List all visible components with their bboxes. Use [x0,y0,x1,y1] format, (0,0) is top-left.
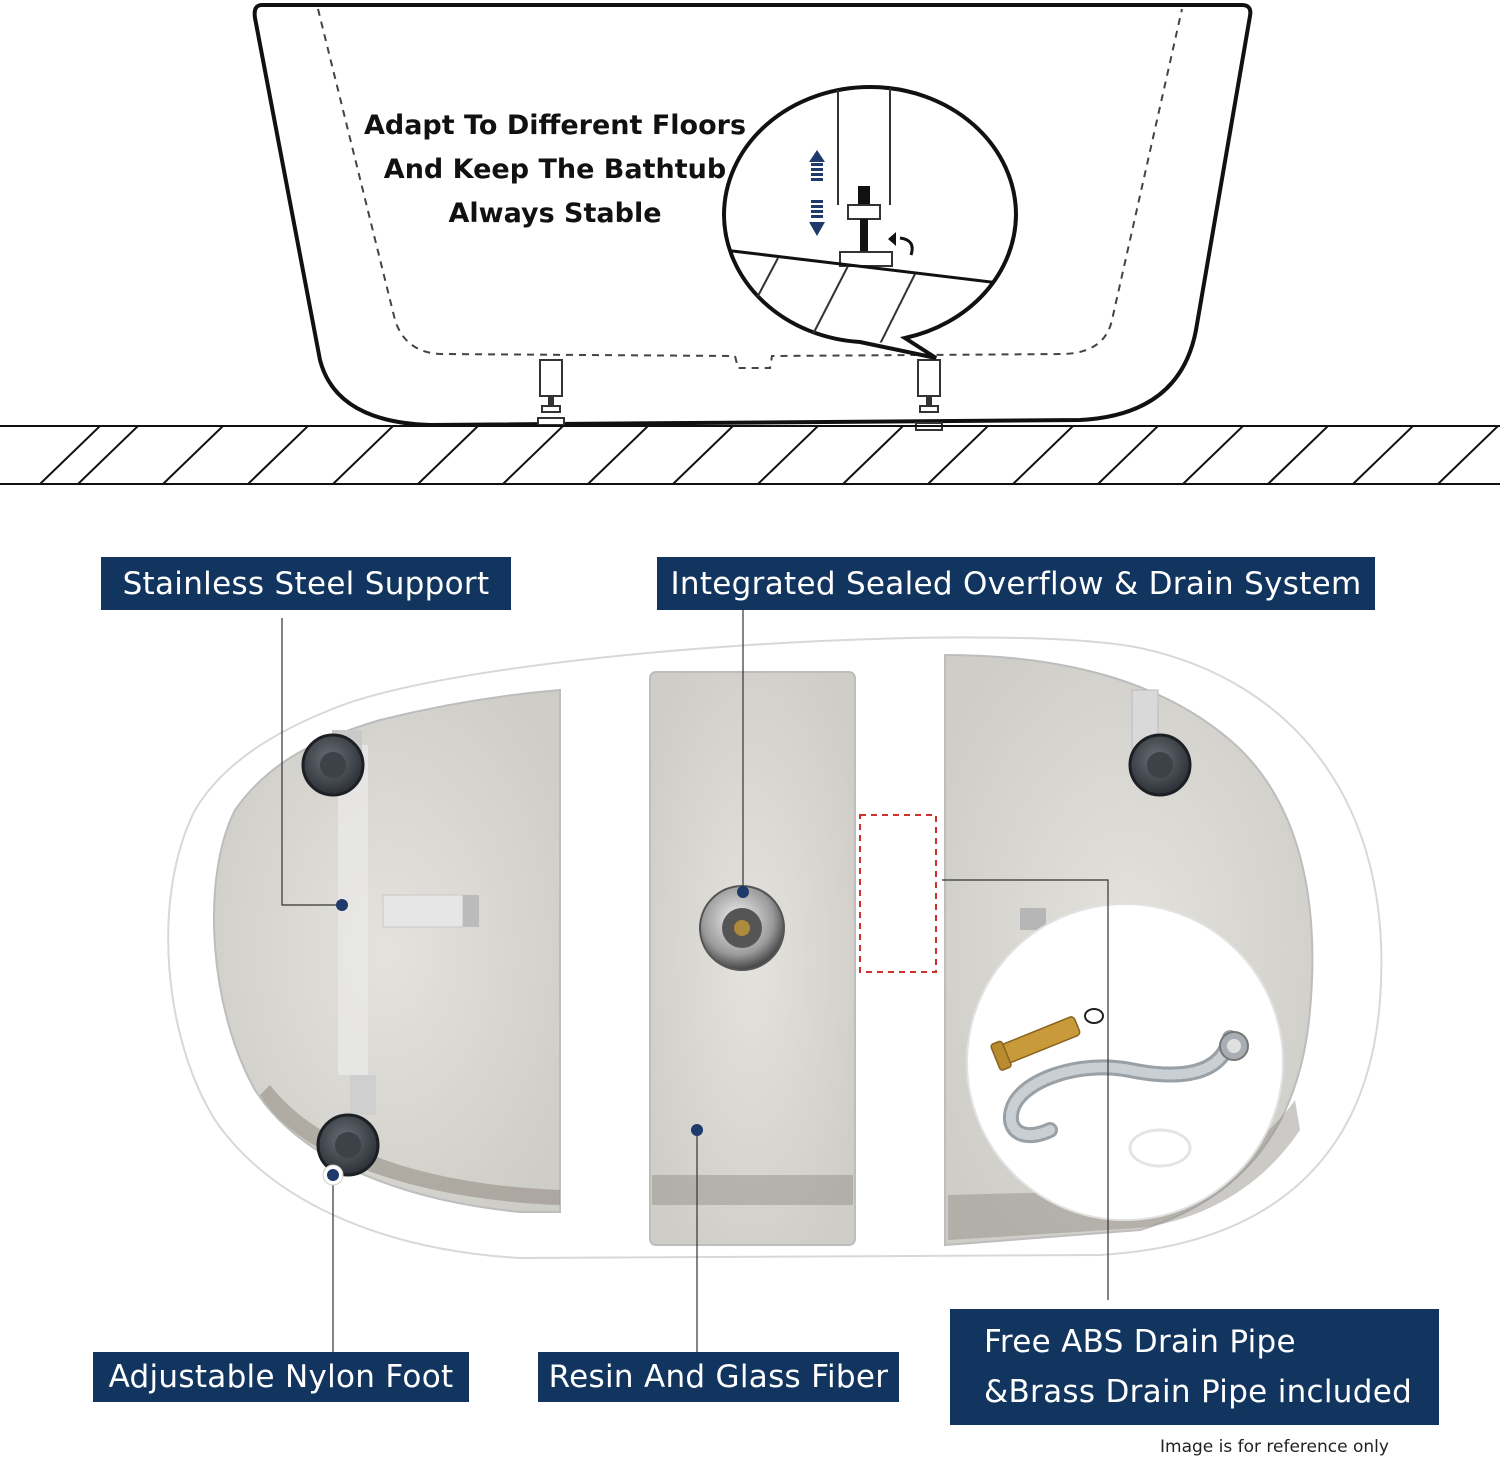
drain-pipe-text-line-1: Free ABS Drain Pipe [984,1324,1296,1360]
overflow-drain-label [657,557,1375,610]
drain-pipe-inset [967,904,1283,1220]
resin-fiber-text: Resin And Glass Fiber [548,1359,889,1395]
nylon-foot-right [1130,735,1190,795]
stability-caption [350,104,760,236]
drain-outlet [700,886,784,970]
stainless-steel-support-label [101,557,511,610]
drain-pipe-label [950,1309,1439,1425]
floor-hatching [0,426,1500,484]
nylon-foot-text: Adjustable Nylon Foot [108,1359,454,1395]
drain-pipe-text-line-2: &Brass Drain Pipe included [984,1374,1413,1410]
reference-footnote: Image is for reference only [1160,1437,1389,1457]
resin-fiber-label [538,1352,899,1402]
caption-line-3: Always Stable [448,198,662,229]
caption-line-2: And Keep The Bathtub [383,154,727,185]
nylon-foot-label [93,1352,469,1402]
caption-line-1: Adapt To Different Floors [363,110,747,141]
stainless-steel-support-text: Stainless Steel Support [122,565,490,602]
overflow-drain-text: Integrated Sealed Overflow & Drain System [670,565,1362,602]
